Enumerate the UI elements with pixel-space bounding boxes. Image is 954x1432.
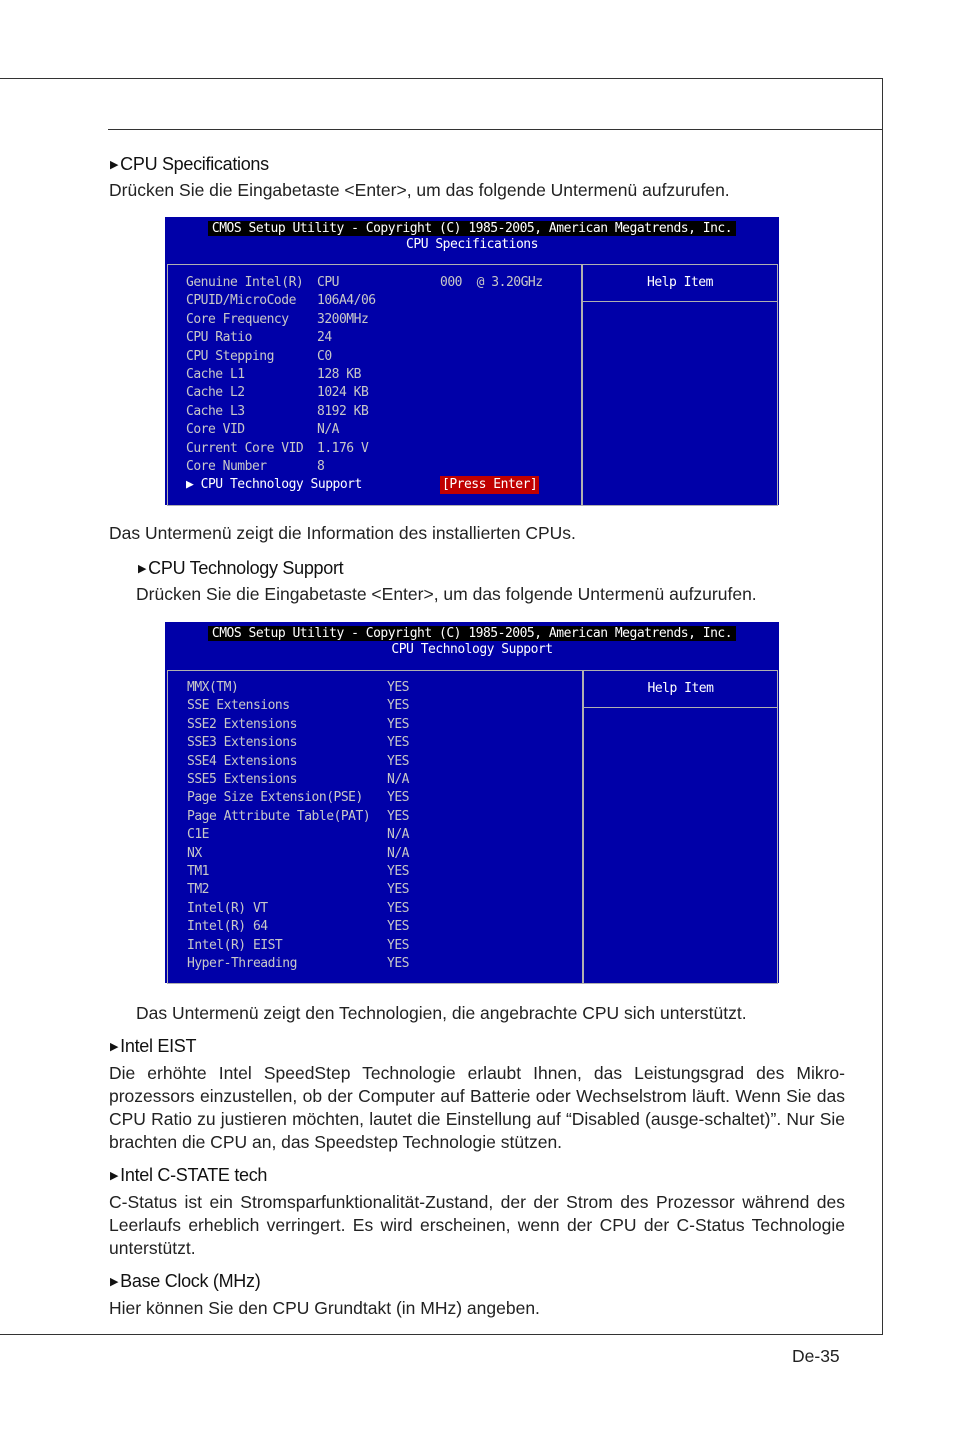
- bios-row-value: C0: [317, 348, 332, 364]
- bios-row: [187, 789, 577, 807]
- bios-row-label: SSE Extensions: [187, 698, 290, 714]
- help-item-title: Help Item: [584, 671, 777, 708]
- bios-subtitle: CPU Specifications: [406, 237, 538, 252]
- bios-row-value: YES: [387, 919, 409, 935]
- bios-row-value: N/A: [387, 845, 409, 861]
- bios-main-panel: [167, 264, 582, 506]
- bios-row-label: C1E: [187, 827, 209, 843]
- page-number: De-35: [792, 1346, 840, 1366]
- bios-row-label: CPU Ratio: [186, 330, 252, 346]
- top-rule: [0, 78, 883, 79]
- bios-row: [187, 900, 577, 918]
- press-enter-button[interactable]: [Press Enter]: [442, 477, 538, 493]
- bios-row: [186, 348, 576, 366]
- bios-row-value: YES: [387, 680, 409, 695]
- bottom-rule: [0, 1334, 883, 1335]
- bios-row-value: YES: [387, 753, 409, 769]
- bios-row: [187, 955, 577, 973]
- bios-row-value: 24: [317, 330, 332, 346]
- bios-row-value: YES: [387, 790, 409, 806]
- bios-row-label: Genuine Intel(R): [186, 275, 304, 290]
- bios-submenu-cpu-technology[interactable]: [186, 476, 576, 494]
- bios-row-value: 106A4/06: [317, 293, 376, 309]
- bios-main-panel: [167, 670, 583, 984]
- bios-copyright: CMOS Setup Utility - Copyright (C) 1985-2005, American Megatrends, Inc.: [208, 221, 736, 236]
- bios-row-label: Cache L2: [186, 385, 245, 401]
- bios-row-value: YES: [387, 698, 409, 714]
- bios-row-label: Intel(R) 64: [187, 919, 268, 935]
- bios-row-label: Core Frequency: [186, 311, 289, 327]
- bios-row-value: YES: [387, 735, 409, 751]
- bios-row-label: SSE4 Extensions: [187, 753, 297, 769]
- cpu-spec-heading: ▶ CPU Specifications: [110, 154, 269, 174]
- bios-row: [187, 937, 577, 955]
- bios-row: [187, 918, 577, 936]
- triangle-bullet-icon: ▶: [138, 563, 147, 575]
- bios-row-value: YES: [387, 937, 409, 953]
- bios-row: [186, 329, 576, 347]
- bios-copyright: CMOS Setup Utility - Copyright (C) 1985-2005, American Megatrends, Inc.: [208, 626, 736, 641]
- bios-row-label: Page Size Extension(PSE): [187, 790, 363, 806]
- bios-row-label: TM2: [187, 882, 209, 898]
- cstate-body: C-Status ist ein Stromsparfunktionalität-Zustand, der der Strom des Prozessor während des Leerlaufs erheblich verringert. Es wird erscheinen, wenn der CPU der C-Status Technologie unterstützt.: [109, 1192, 845, 1258]
- bios-row: [187, 716, 577, 734]
- eist-body: Die erhöhte Intel SpeedStep Technologie erlaubt Ihnen, das Leistungsgrad des Mikro-prozessors einzustellen, ob der Computer auf Batterie oder Wechselstrom läuft. Wenn Sie das CPU Ratio zu justieren möchten, lautet die Einstellung auf “Disabled (ausge-schaltet)”. Nur Sie brachten die CPU an, das Speedstep Technologie stützen.: [109, 1063, 845, 1152]
- bios-row-label: SSE5 Extensions: [187, 772, 297, 787]
- side-rule: [882, 78, 883, 1335]
- cpu-spec-after: Das Untermenü zeigt die Information des installierten CPUs.: [109, 523, 576, 543]
- bios-row-label: Current Core VID: [186, 440, 304, 456]
- bios-row-value: 8: [317, 459, 325, 474]
- bios-row-value: YES: [387, 808, 409, 824]
- bios-row-label: Intel(R) EIST: [187, 937, 283, 953]
- bios-row-label: Intel(R) VT: [187, 900, 268, 916]
- bios-row-value: N/A: [387, 772, 409, 787]
- bios-row-value: YES: [387, 900, 409, 916]
- bios-row: [187, 697, 577, 715]
- cpu-tech-after: Das Untermenü zeigt den Technologien, die angebrachte CPU sich unterstützt.: [136, 1003, 747, 1023]
- bios-help-panel: [583, 670, 778, 984]
- bios-row-value: 128 KB: [317, 367, 361, 382]
- bios-help-panel: [582, 264, 778, 506]
- bios-row: [187, 863, 577, 881]
- bios-row-value: YES: [387, 956, 409, 971]
- bios-row-label: Core VID: [186, 422, 245, 438]
- bios-row-label: Hyper-Threading: [187, 956, 297, 971]
- bios-row: [187, 845, 577, 863]
- bios-row-label: Core Number: [186, 459, 267, 474]
- triangle-bullet-icon: ▶: [110, 1276, 119, 1288]
- bios-titlebar: [165, 217, 779, 253]
- submenu-label: ▶ CPU Technology Support: [186, 477, 362, 493]
- bios-row-label: Cache L3: [186, 403, 245, 419]
- bios-subtitle: CPU Technology Support: [391, 642, 553, 657]
- bios-row-value: 3200MHz: [317, 311, 369, 327]
- bios-row-value: YES: [387, 716, 409, 732]
- baseclock-body: Hier können Sie den CPU Grundtakt (in MHz) angeben.: [109, 1298, 540, 1318]
- bios-row-label: CPUID/MicroCode: [186, 293, 296, 309]
- bios-row-value: N/A: [317, 422, 339, 438]
- bios-row-value: 8192 KB: [317, 403, 369, 419]
- bios-row: [187, 808, 577, 826]
- bios-row: [186, 458, 576, 476]
- bios-row: [187, 826, 577, 844]
- bios-row: [187, 753, 577, 771]
- cpu-speed-readout: 000 @ 3.20GHz: [440, 275, 543, 290]
- cpu-tech-intro: Drücken Sie die Eingabetaste <Enter>, um das folgende Untermenü aufzurufen.: [136, 584, 757, 604]
- eist-heading: ▶ Intel EIST: [110, 1036, 197, 1056]
- bios-screen-cpu-spec: [165, 217, 779, 505]
- cpu-spec-intro: Drücken Sie die Eingabetaste <Enter>, um das folgende Untermenü aufzurufen.: [109, 180, 730, 200]
- bios-row: [186, 292, 576, 310]
- bios-row-label: Cache L1: [186, 367, 245, 382]
- cpu-tech-heading: ▶ CPU Technology Support: [138, 558, 344, 578]
- bios-row: [187, 771, 577, 789]
- bios-row-label: CPU Stepping: [186, 348, 274, 364]
- bios-row-value: 1.176 V: [317, 440, 369, 456]
- bios-row: [186, 311, 576, 329]
- bios-screen-cpu-tech: [165, 622, 779, 983]
- bios-row-label: NX: [187, 845, 202, 861]
- bios-row: [186, 384, 576, 402]
- bios-row: [186, 403, 576, 421]
- triangle-bullet-icon: ▶: [110, 1170, 119, 1182]
- triangle-bullet-icon: ▶: [110, 1041, 119, 1053]
- bios-titlebar: [165, 622, 779, 658]
- bios-row-value: N/A: [387, 827, 409, 843]
- bios-row: [187, 881, 577, 899]
- bios-row: [186, 440, 576, 458]
- bios-row-value: YES: [387, 882, 409, 898]
- bios-row-value: CPU: [317, 275, 339, 290]
- bios-row-label: MMX(TM): [187, 680, 239, 695]
- bios-row-value: YES: [387, 864, 409, 879]
- bios-row-label: SSE3 Extensions: [187, 735, 297, 751]
- bios-row: [187, 679, 577, 697]
- bios-row: [186, 366, 576, 384]
- help-item-title: Help Item: [583, 265, 777, 302]
- bios-row-label: Page Attribute Table(PAT): [187, 808, 371, 824]
- triangle-bullet-icon: ▶: [110, 159, 119, 171]
- cstate-heading: ▶ Intel C-STATE tech: [110, 1165, 268, 1185]
- bios-row-label: TM1: [187, 864, 209, 879]
- header-rule: [108, 129, 883, 130]
- bios-row: [186, 421, 576, 439]
- bios-row-label: SSE2 Extensions: [187, 716, 297, 732]
- bios-row: [187, 734, 577, 752]
- baseclock-heading: ▶ Base Clock (MHz): [110, 1271, 261, 1291]
- bios-row-value: 1024 KB: [317, 385, 369, 401]
